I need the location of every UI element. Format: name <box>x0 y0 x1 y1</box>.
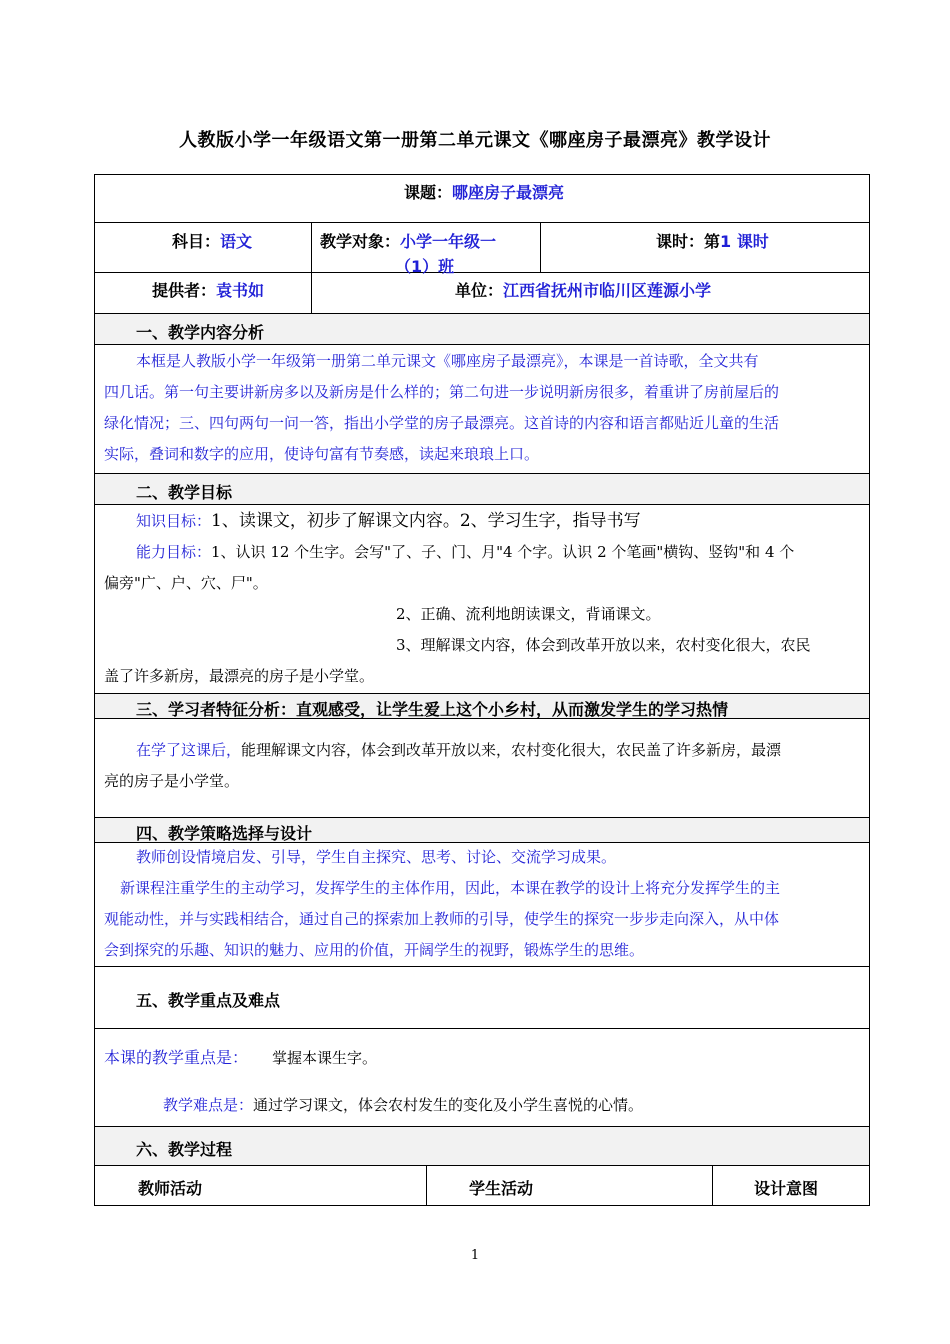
column-header-teacher: 教师活动 <box>138 1179 203 1198</box>
rule <box>94 344 870 345</box>
period-label: 课时：第 <box>656 232 721 251</box>
section-4-body <box>104 842 862 966</box>
knowledge-label: 知识目标： <box>136 512 212 530</box>
rule <box>94 1165 870 1166</box>
rule <box>94 1126 870 1127</box>
audience-cell <box>320 229 540 279</box>
paragraph-line: 实际，叠词和数字的应用，使诗句富有节奏感，读起来琅琅上口。 <box>104 445 540 463</box>
subject-cell <box>172 229 252 252</box>
difficulty-point <box>163 1094 643 1115</box>
audience-value: 小学一年级一 <box>400 232 497 251</box>
audience-label: 教学对象： <box>320 232 401 251</box>
key-point <box>104 1045 377 1068</box>
rule <box>540 222 541 272</box>
section-2-heading: 二、教学目标 <box>136 483 233 502</box>
rule <box>94 473 870 474</box>
paragraph-line: 四几话。第一句主要讲新房多以及新房是什么样的；第二句进一步说明新房很多，着重讲了房前屋后的 <box>104 383 780 401</box>
rule <box>712 1165 713 1206</box>
page-number: 1 <box>470 1248 480 1263</box>
rule <box>94 313 870 314</box>
rule <box>94 817 870 818</box>
ability-label: 能力目标： <box>136 543 212 561</box>
provider-label: 提供者： <box>152 281 217 300</box>
subject-value: 语文 <box>220 232 253 251</box>
rule <box>426 1165 427 1206</box>
knowledge-text: 1、读课文，初步了解课文内容。2、学习生字，指导书写 <box>211 511 641 531</box>
objective-item-3: 3、理解课文内容，体会到改革开放以来，农村变化很大，农民 <box>396 636 811 654</box>
period-cell <box>656 229 769 252</box>
topic-cell <box>404 180 564 203</box>
paragraph-line: 观能动性，并与实践相结合，通过自己的探索加上教师的引导，使学生的探究一步步走向深入，从中体 <box>104 910 780 928</box>
key-point-text: 掌握本课生字。 <box>272 1049 378 1067</box>
ability-text-cont: 偏旁"广、户、穴、尸"。 <box>104 574 268 592</box>
rule <box>94 222 870 223</box>
column-header-student: 学生活动 <box>469 1179 534 1198</box>
unit-cell <box>455 278 711 301</box>
section-1-heading: 一、教学内容分析 <box>136 323 265 342</box>
learner-text: 能理解课文内容，体会到改革开放以来，农村变化很大，农民盖了许多新房，最漂 <box>241 741 782 759</box>
ability-text: 1、认识 12 个生字。会写"了、子、门、月"4 个字。认识 2 个笔画"横钩、竖钩"和 4 个 <box>211 543 795 561</box>
objective-item-3-cont: 盖了许多新房，最漂亮的房子是小学堂。 <box>104 667 375 685</box>
unit-value: 江西省抚州市临川区莲源小学 <box>503 281 712 300</box>
paragraph-line: 绿化情况；三、四句两句一问一答，指出小学堂的房子最漂亮。这首诗的内容和语言都贴近儿童的生活 <box>104 414 780 432</box>
section-3-body <box>104 735 862 797</box>
paragraph-line: 教师创设情境启发、引导，学生自主探究、思考、讨论、交流学习成果。 <box>136 848 617 866</box>
rule <box>94 966 870 967</box>
subject-label: 科目： <box>172 232 221 251</box>
section-5-heading: 五、教学重点及难点 <box>136 991 281 1010</box>
section-2-body <box>104 506 862 692</box>
provider-value: 袁书如 <box>216 281 265 300</box>
learner-text-blue: 在学了这课后， <box>136 741 242 759</box>
audience-value-cont: （1）班 <box>395 257 455 276</box>
rule <box>311 222 312 313</box>
provider-cell <box>152 278 264 301</box>
paragraph-line: 新课程注重学生的主动学习，发挥学生的主体作用，因此，本课在教学的设计上将充分发挥学生的主 <box>120 879 781 897</box>
rule <box>94 693 870 694</box>
section-4-heading: 四、教学策略选择与设计 <box>136 824 313 843</box>
period-value: 1 课时 <box>720 232 769 251</box>
column-header-intent: 设计意图 <box>754 1179 819 1198</box>
difficulty-label: 教学难点是： <box>163 1096 254 1114</box>
section-6-heading: 六、教学过程 <box>136 1140 233 1159</box>
section-3-heading: 三、学习者特征分析：直观感受，让学生爱上这个小乡村，从而激发学生的学习热情 <box>136 700 729 719</box>
document-title: 人教版小学一年级语文第一册第二单元课文《哪座房子最漂亮》教学设计 <box>179 130 771 151</box>
difficulty-text: 通过学习课文，体会农村发生的变化及小学生喜悦的心情。 <box>253 1096 644 1114</box>
objective-item-2: 2、正确、流利地朗读课文，背诵课文。 <box>396 605 661 623</box>
topic-value: 哪座房子最漂亮 <box>452 183 565 202</box>
learner-text-cont: 亮的房子是小学堂。 <box>104 772 240 790</box>
topic-label: 课题： <box>404 183 453 202</box>
rule <box>94 504 870 505</box>
section-1-body <box>104 346 862 470</box>
key-point-label: 本课的教学重点是： <box>104 1048 249 1067</box>
paragraph-line: 会到探究的乐趣、知识的魅力、应用的价值，开阔学生的视野，锻炼学生的思维。 <box>104 941 645 959</box>
unit-label: 单位： <box>455 281 504 300</box>
paragraph-line: 本框是人教版小学一年级第一册第二单元课文《哪座房子最漂亮》，本课是一首诗歌，全文共有 <box>136 352 759 370</box>
rule <box>94 1028 870 1029</box>
